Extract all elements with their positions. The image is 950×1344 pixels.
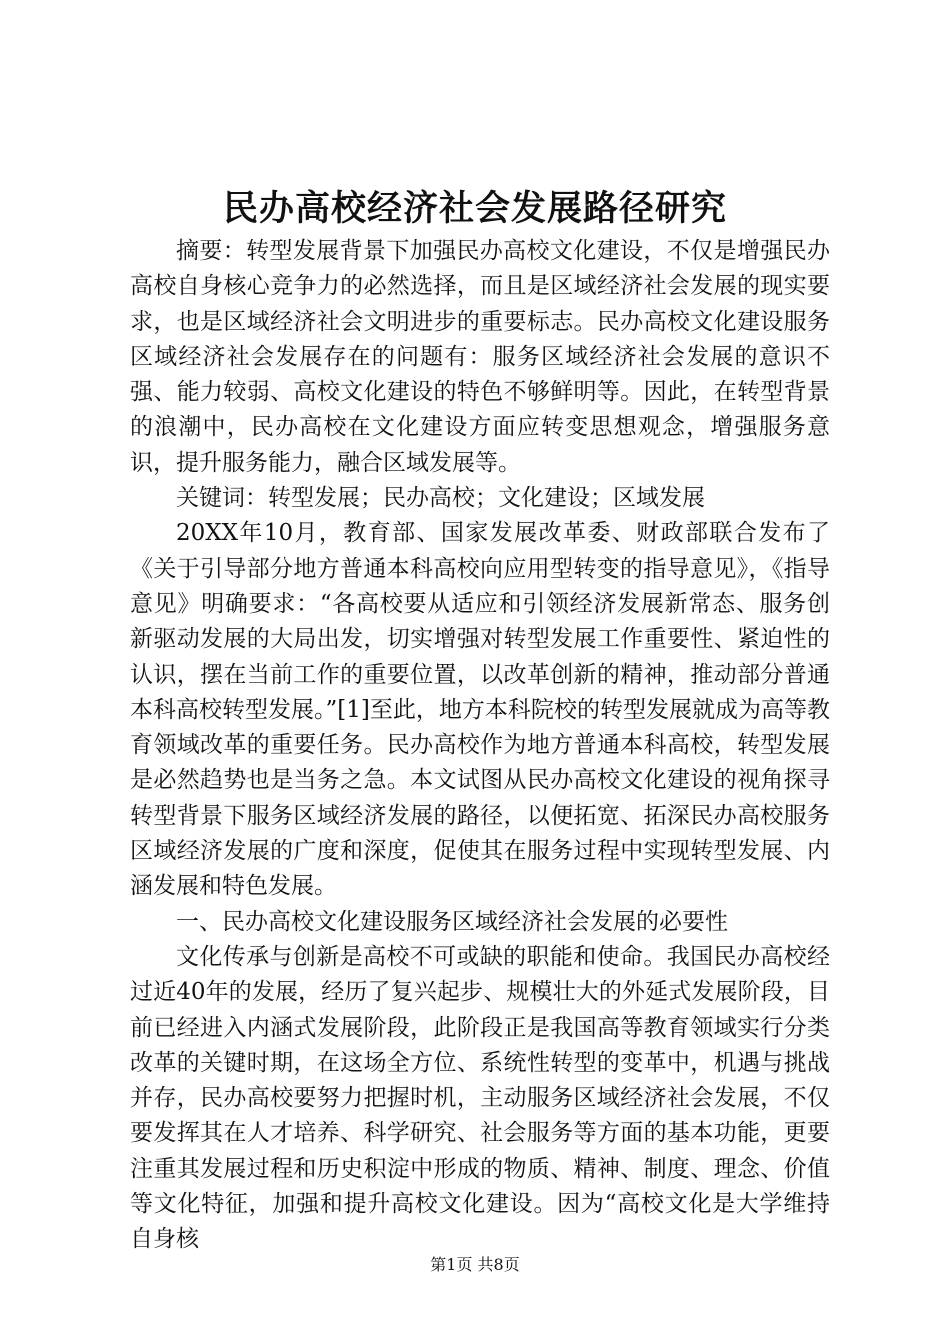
keywords-paragraph: 关键词：转型发展；民办高校；文化建设；区域发展 (176, 485, 705, 512)
document-body (130, 234, 830, 1258)
intro-paragraph: 20XX年10月，教育部、国家发展改革委、财政部联合发布了《关于引导部分地方普通本科高校向应用型转变的指导意见》，《指导意见》明确要求：“各高校要从适应和引领经济发展新常态、服务创新驱动发展的大局出发，切实增强对转型发展工作重要性、紧迫性的认识，摆在当前工作的重要位置，以改革创新的精神，推动部分普通本科高校转型发展。”[1]至此，地方本科院校的转型发展就成为高等教育领域改革的重要任务。民办高校作为地方普通本科高校，转型发展是必然趋势也是当务之急。本文试图从民办高校文化建设的视角探寻转型背景下服务区域经济发展的路径，以便拓宽、拓深民办高校服务区域经济发展的广度和深度，促使其在服务过程中实现转型发展、内涵发展和特色发展。 (130, 520, 830, 900)
section-paragraph: 文化传承与创新是高校不可或缺的职能和使命。我国民办高校经过近40年的发展，经历了复兴起步、规模壮大的外延式发展阶段，目前已经进入内涵式发展阶段，此阶段正是我国高等教育领域实行分类改革的关键时期，在这场全方位、系统性转型的变革中，机遇与挑战并存，民办高校要努力把握时机，主动服务区域经济社会发展，不仅要发挥其在人才培养、科学研究、社会服务等方面的基本功能，更要注重其发展过程和历史积淀中形成的物质、精神、制度、理念、价值等文化特征，加强和提升高校文化建设。因为“高校文化是大学维持自身核 (130, 943, 830, 1253)
section-heading: 一、民办高校文化建设服务区域经济社会发展的必要性 (176, 908, 728, 935)
abstract-paragraph: 摘要：转型发展背景下加强民办高校文化建设，不仅是增强民办高校自身核心竞争力的必然选择，而且是区域经济社会发展的现实要求，也是区域经济社会文明进步的重要标志。民办高校文化建设服务区域经济社会发展存在的问题有：服务区域经济社会发展的意识不强、能力较弱、高校文化建设的特色不够鲜明等。因此，在转型背景的浪潮中，民办高校在文化建设方面应转变思想观念，增强服务意识，提升服务能力，融合区域发展等。 (130, 238, 830, 476)
document-title: 民办高校经济社会发展路径研究 (222, 188, 727, 229)
page-footer: 第1页 共8页 (430, 1255, 520, 1274)
